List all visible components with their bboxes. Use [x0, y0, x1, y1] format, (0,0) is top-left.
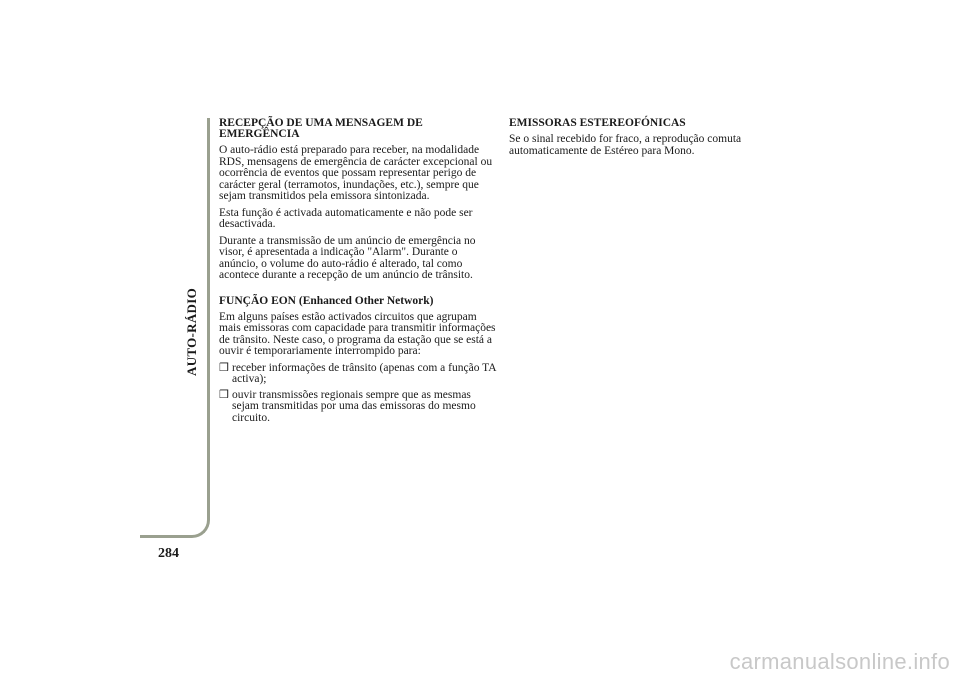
heading-eon-function: FUNÇÃO EON (Enhanced Other Network) [219, 294, 434, 307]
section-side-label: AUTO-RÁDIO [184, 288, 199, 376]
paragraph-emergency-intro: O auto-rádio está preparado para receber, na modalidade RDS, mensagens de emergência de carácter excepcional ou ocorrência de eventos que possam representar perigo de carácter geral (terramotos, inundações, etc.), sempre que sejam transmitidos pela emissora sintonizada. [219, 144, 493, 202]
list-item [219, 390, 499, 425]
paragraph-stereo-info: Se o sinal recebido for fraco, a reprodução comuta automaticamente de Estéreo para Mono. [509, 133, 742, 157]
list-item [219, 363, 499, 386]
watermark-text: carmanualsonline.info [729, 649, 950, 674]
paragraph-eon-intro: Em alguns países estão activados circuitos que agrupam mais emissoras com capacidade para transmitir informações de trânsito. Neste caso, o programa da estação que se está a ouvir é temporariamente interrompido para: [219, 310, 496, 357]
heading-stereo-stations: EMISSORAS ESTEREOFÓNICAS [509, 117, 686, 129]
page-number: 284 [158, 546, 179, 561]
checkbox-bullet-icon: ❒ [219, 361, 229, 374]
right-column [509, 118, 789, 162]
bullet-text: ouvir transmissões regionais sempre que as mesmas sejam transmitidas por uma das emissoras do mesmo circuito. [232, 388, 476, 424]
heading-emergency-message: RECEPÇÃO DE UMA MENSAGEM DE EMERGÊNCIA [219, 117, 423, 140]
paragraph-emergency-auto: Esta função é activada automaticamente e não pode ser desactivada. [219, 206, 473, 230]
paragraph-emergency-alarm: Durante a transmissão de um anúncio de emergência no visor, é apresentada a indicação "Alarm". Durante o anúncio, o volume do auto-rádio é alterado, tal como acontece durante a recepção de um anúncio de trânsito. [219, 234, 476, 281]
checkbox-bullet-icon: ❒ [219, 388, 229, 401]
bullet-text: receber informações de trânsito (apenas com a função TA activa); [232, 361, 496, 385]
left-column [219, 118, 499, 428]
